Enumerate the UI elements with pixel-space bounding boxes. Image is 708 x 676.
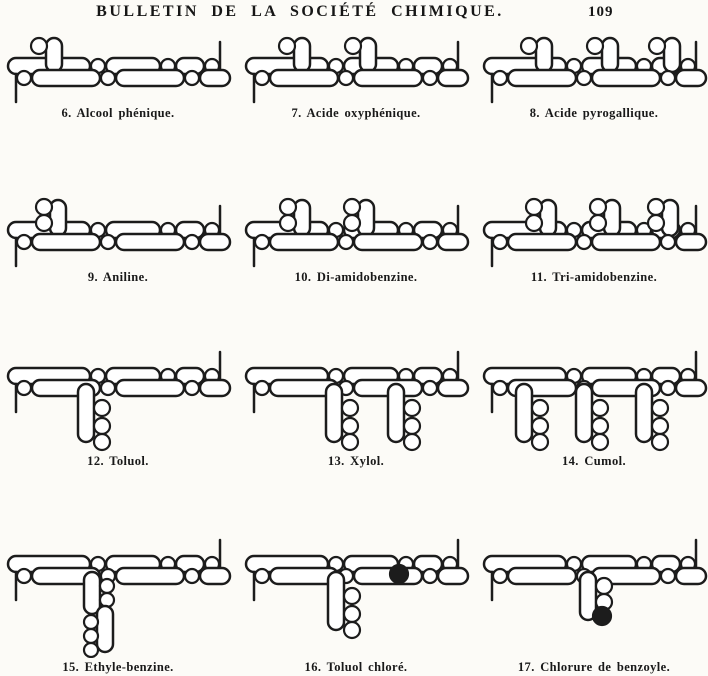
structure-diagram [240, 194, 472, 268]
structure-diagram [2, 194, 234, 268]
figure-caption: 16. Toluol chloré. [304, 660, 408, 674]
structure-diagram [240, 30, 472, 104]
figure-6-alcool-phenique [2, 30, 234, 121]
structure-diagram [240, 340, 472, 452]
figure-caption: 8. Acide pyrogallique. [529, 106, 659, 120]
figure-17-chlorure-de-benzoyle [478, 528, 708, 675]
structure-diagram [478, 30, 708, 104]
figure-caption: 11. Tri-amidobenzine. [530, 270, 658, 284]
figure-caption: 6. Alcool phénique. [61, 106, 175, 120]
figure-caption: 15. Ethyle-benzine. [62, 660, 174, 674]
structure-diagram [478, 528, 708, 658]
figure-16-toluol-chlore [240, 528, 472, 675]
figure-11-tri-amidobenzine [478, 194, 708, 285]
figure-caption: 12. Toluol. [87, 454, 149, 468]
structure-diagram [478, 340, 708, 452]
structure-diagram [240, 528, 472, 658]
figure-caption: 14. Cumol. [562, 454, 626, 468]
journal-title: BULLETIN DE LA SOCIÉTÉ CHIMIQUE. [96, 3, 504, 20]
figure-caption: 13. Xylol. [327, 454, 385, 468]
figure-caption: 10. Di-amidobenzine. [294, 270, 418, 284]
figure-8-acide-pyrogallique [478, 30, 708, 121]
figure-13-xylol [240, 340, 472, 469]
figure-9-aniline [2, 194, 234, 285]
structure-diagram [2, 528, 234, 658]
figure-15-ethyle-benzine [2, 528, 234, 675]
figure-caption: 9. Aniline. [87, 270, 149, 284]
figure-10-di-amidobenzine [240, 194, 472, 285]
figure-12-toluol [2, 340, 234, 469]
structure-diagram [2, 30, 234, 104]
structure-diagram [478, 194, 708, 268]
figure-7-acide-oxyphenique [240, 30, 472, 121]
structure-diagram [2, 340, 234, 452]
figure-14-cumol [478, 340, 708, 469]
figure-caption: 17. Chlorure de benzoyle. [517, 660, 671, 674]
page-number: 109 [588, 4, 614, 20]
figure-caption: 7. Acide oxyphénique. [291, 106, 421, 120]
